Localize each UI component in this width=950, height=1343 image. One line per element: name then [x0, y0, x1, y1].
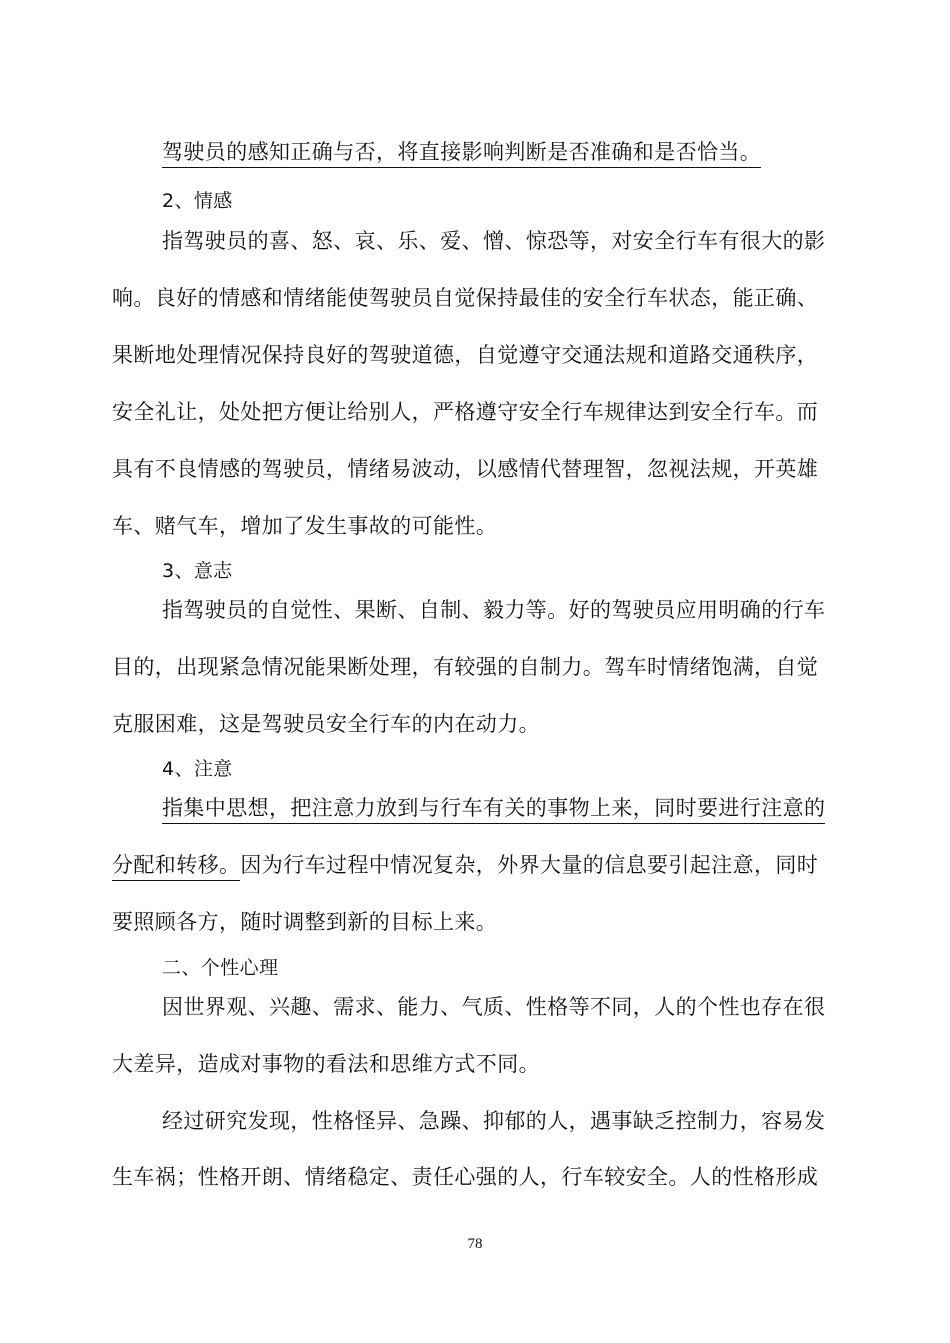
text-segment: 车、赌气车，增加了发生事故的可能性。 — [112, 514, 498, 538]
text-line — [162, 794, 825, 822]
text-line — [112, 653, 818, 681]
text-line — [162, 138, 761, 166]
text-line — [112, 455, 818, 483]
page-number: 78 — [467, 1236, 483, 1252]
text-segment: 克服困难，这是驾驶员安全行车的内在动力。 — [112, 712, 540, 736]
text-segment: 安全礼让，处处把方便让给别人，严格遵守安全行车规律达到安全行车。而 — [112, 400, 819, 424]
text-segment: 指驾驶员的自觉性、果断、自制、毅力等。好的驾驶员应用明确的行车 — [162, 598, 826, 622]
section-heading: 二、个性心理 — [162, 957, 279, 979]
text-line — [162, 1107, 825, 1135]
section-heading: 3、意志 — [162, 560, 233, 582]
underlined-text: 指集中思想，把注意力放到与行车有关的事物上来，同时要进行注意的 — [162, 796, 825, 824]
underlined-text: 分配和转移。 — [112, 853, 240, 881]
text-segment: 果断地处理情况保持良好的驾驶道德，自觉遵守交通法规和道路交通秩序， — [112, 343, 819, 367]
text-line — [162, 227, 825, 255]
text-line — [112, 1163, 818, 1191]
text-segment: 生车祸；性格开朗、情绪稳定、责任心强的人，行车较安全。人的性格形成 — [112, 1165, 819, 1189]
text-segment: 大差异，造成对事物的看法和思维方式不同。 — [112, 1052, 540, 1076]
section-heading: 2、情感 — [162, 190, 233, 212]
text-segment: 因世界观、兴趣、需求、能力、气质、性格等不同，人的个性也存在很 — [162, 995, 826, 1019]
text-segment: 指驾驶员的喜、怒、哀、乐、爱、憎、惊恐等，对安全行车有很大的影 — [162, 229, 826, 253]
text-line — [112, 341, 818, 369]
text-segment: 因为行车过程中情况复杂，外界大量的信息要引起注意，同时 — [240, 853, 819, 877]
text-line — [112, 710, 540, 738]
text-segment: 目的，出现紧急情况能果断处理，有较强的自制力。驾车时情绪饱满，自觉 — [112, 655, 819, 679]
text-line — [112, 908, 497, 936]
text-line — [162, 596, 825, 624]
text-line — [112, 512, 497, 540]
text-segment: 经过研究发现，性格怪异、急躁、抑郁的人，遇事缺乏控制力，容易发 — [162, 1109, 826, 1133]
text-line — [112, 851, 818, 879]
text-segment: 具有不良情感的驾驶员，情绪易波动，以感情代替理智，忽视法规，开英雄 — [112, 457, 819, 481]
text-segment: 要照顾各方，随时调整到新的目标上来。 — [112, 910, 498, 934]
text-line — [112, 398, 818, 426]
text-line — [162, 993, 825, 1021]
text-segment: 响。良好的情感和情绪能使驾驶员自觉保持最佳的安全行车状态，能正确、 — [112, 286, 819, 310]
text-line — [112, 284, 818, 312]
underlined-text: 驾驶员的感知正确与否，将直接影响判断是否准确和是否恰当。 — [162, 140, 761, 168]
section-heading: 4、注意 — [162, 758, 233, 780]
text-line — [112, 1050, 540, 1078]
